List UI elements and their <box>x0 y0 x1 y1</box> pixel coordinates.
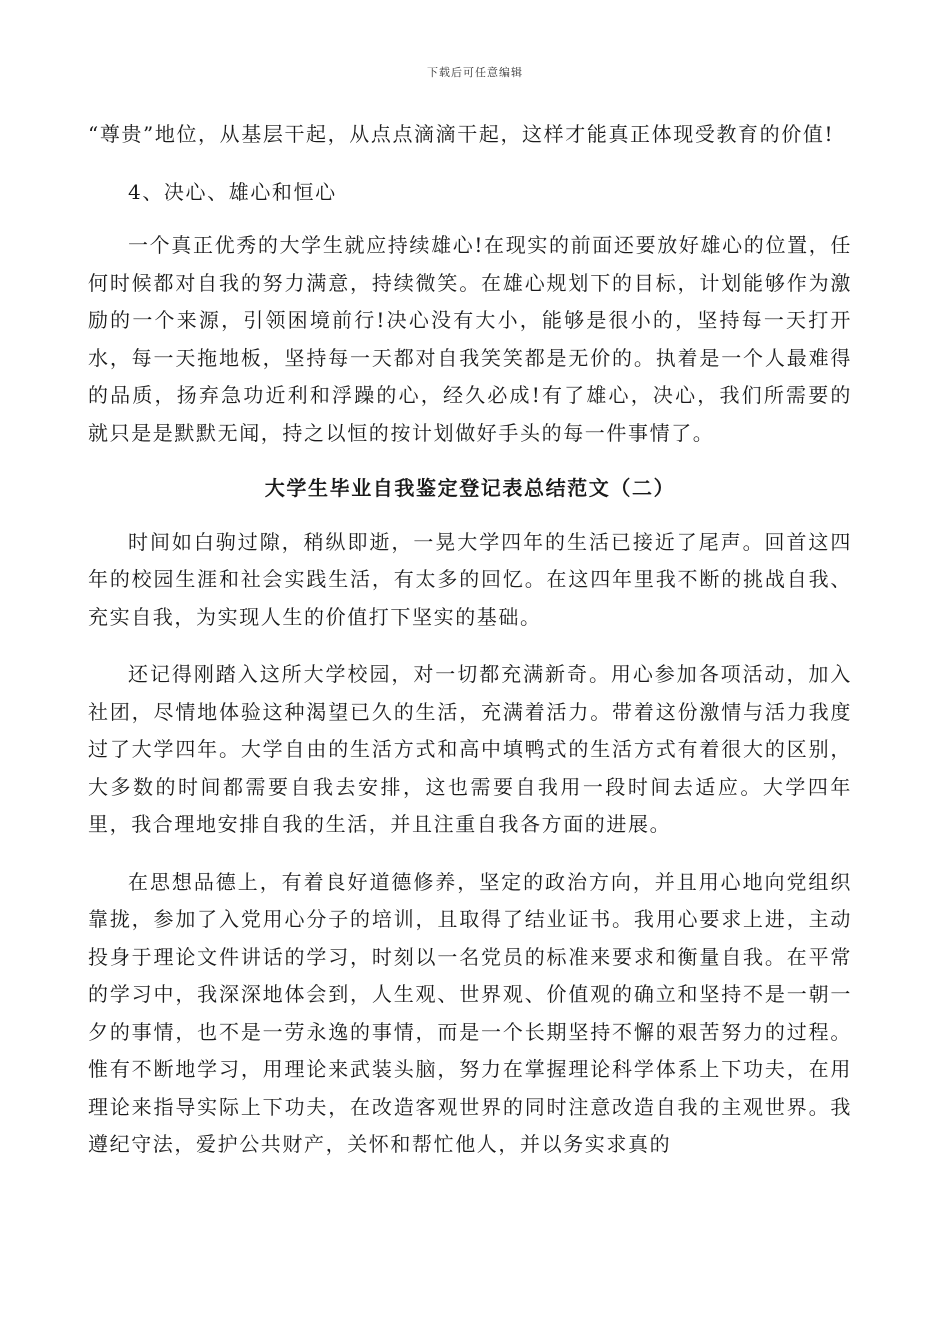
subheading-determination: 4、决心、雄心和恒心 <box>128 179 337 204</box>
paragraph-ambition: 一个真正优秀的大学生就应持续雄心!在现实的前面还要放好雄心的位置，任何时候都对自我的努力满意，持续微笑。在雄心规划下的目标，计划能够作为激励的一个来源，引领困境前行!决心没有大小，能够是很小的，坚持每一天打开水，每一天拖地板，坚持每一天都对自我笑笑都是无价的。执着是一个人最难得的品质，扬弃急功近利和浮躁的心，经久必成!有了雄心，决心，我们所需要的就只是是默默无闻，持之以恒的按计划做好手头的每一件事情了。 <box>88 233 852 445</box>
paragraph-ideology: 在思想品德上，有着良好道德修养，坚定的政治方向，并且用心地向党组织靠拢，参加了入党用心分子的培训，且取得了结业证书。我用心要求上进，主动投身于理论文件讲话的学习，时刻以一名党员的标准来要求和衡量自我。在平常的学习中，我深深地体会到，人生观、世界观、价值观的确立和坚持不是一朝一夕的事情，也不是一劳永逸的事情，而是一个长期坚持不懈的艰苦努力的过程。惟有不断地学习，用理论来武装头脑，努力在掌握理论科学体系上下功夫，在用理论来指导实际上下功夫，在改造客观世界的同时注意改造自我的主观世界。我遵纪守法，爱护公共财产，关怀和帮忙他人，并以务实求真的 <box>88 869 852 1156</box>
document-body <box>88 116 852 1164</box>
section-title: 大学生毕业自我鉴定登记表总结范文（二） <box>264 476 676 500</box>
paragraph-campus: 还记得刚踏入这所大学校园，对一切都充满新奇。用心参加各项活动，加入社团，尽情地体验这种渴望已久的生活，充满着活力。带着这份激情与活力我度过了大学四年。大学自由的生活方式和高中填鸭式的生活方式有着很大的区别，大多数的时间都需要自我去安排，这也需要自我用一段时间去适应。大学四年里，我合理地安排自我的生活，并且注重自我各方面的进展。 <box>88 662 852 836</box>
paragraph-time: 时间如白驹过隙，稍纵即逝，一晃大学四年的生活已接近了尾声。回首这四年的校园生涯和社会实践生活，有太多的回忆。在这四年里我不断的挑战自我、充实自我，为实现人生的价值打下坚实的基础。 <box>88 529 852 629</box>
page-header-note: 下载后可任意编辑 <box>427 66 523 79</box>
paragraph-continuation: “尊贵”地位，从基层干起，从点点滴滴干起，这样才能真正体现受教育的价值! <box>88 122 835 146</box>
